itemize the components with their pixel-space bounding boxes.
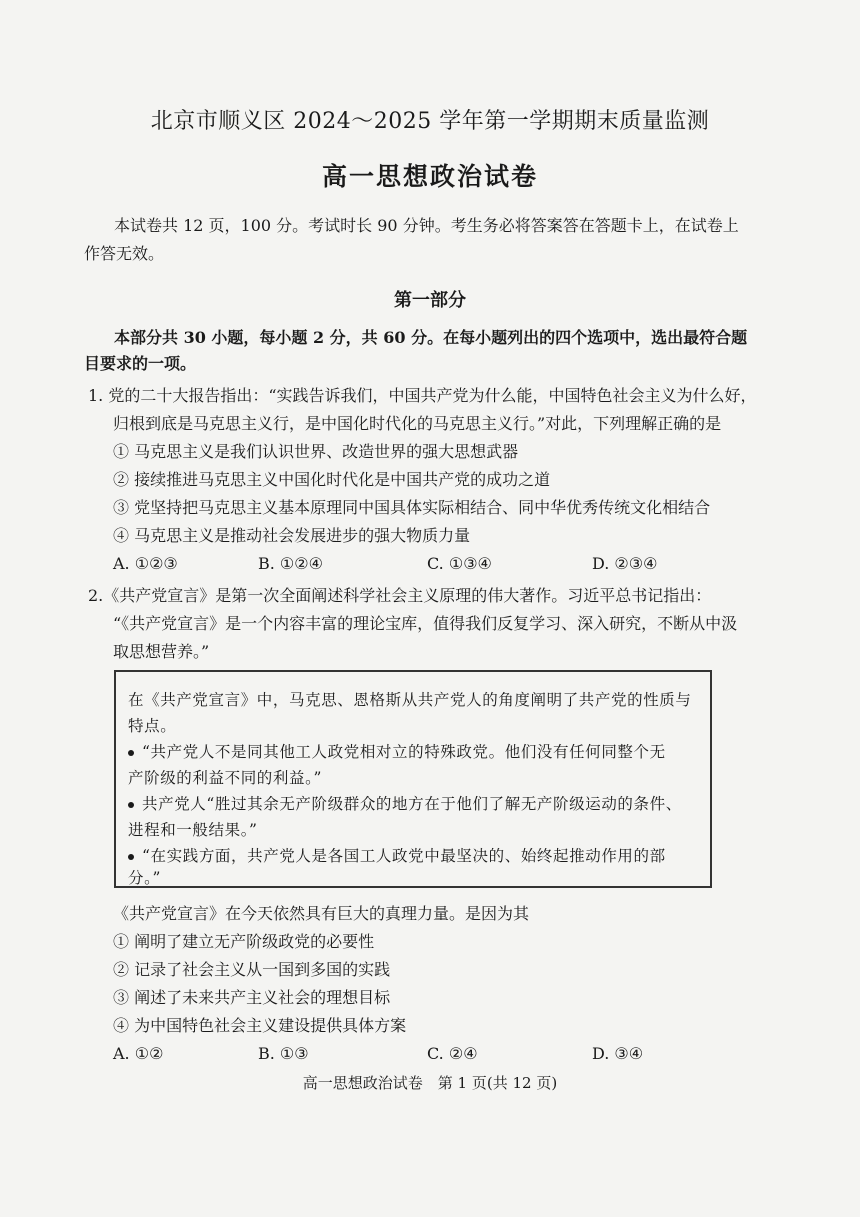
- quote-box-line-6: 进程和一般结果。”: [128, 821, 258, 839]
- q2-stem-line-1: 2.《共产党宣言》是第一次全面阐述科学社会主义原理的伟大著作。习近平总书记指出：: [88, 586, 712, 605]
- quote-box-line-7: “在实践方面，共产党人是各国工人政党中最坚决的、始终起推动作用的部: [142, 847, 666, 865]
- part1-heading: 第一部分: [394, 290, 466, 311]
- q1-option-b: B. ①②④: [258, 554, 323, 573]
- quote-box-line-1: 在《共产党宣言》中，马克思、恩格斯从共产党人的角度阐明了共产党的性质与: [128, 691, 692, 709]
- q2-stem-line-2: “《共产党宣言》是一个内容丰富的理论宝库，值得我们反复学习、深入研究，不断从中汲: [113, 614, 738, 633]
- q2-option-c: C. ②④: [427, 1044, 478, 1063]
- q1-option-d: D. ②③④: [592, 554, 658, 573]
- q2-stem-line-3: 取思想营养。”: [113, 642, 210, 661]
- part1-instruction-line-1: 本部分共 30 小题，每小题 2 分，共 60 分。在每小题列出的四个选项中，选出最符合题: [114, 328, 748, 347]
- quote-box-line-3: “共产党人不是同其他工人政党相对立的特殊政党。他们没有任何同整个无: [142, 743, 666, 761]
- q2-option-a: A. ①②: [113, 1044, 164, 1063]
- bullet-icon: [128, 750, 134, 756]
- q2-question-stem: 《共产党宣言》在今天依然具有巨大的真理力量。是因为其: [113, 904, 530, 923]
- bullet-icon: [128, 802, 134, 808]
- intro-line-1: 本试卷共 12 页，100 分。考试时长 90 分钟。考生务必将答案答在答题卡上，在试卷上: [114, 216, 739, 235]
- q2-item-2: ② 记录了社会主义从一国到多国的实践: [113, 960, 391, 979]
- q1-stem-line-1: 1. 党的二十大报告指出：“实践告诉我们，中国共产党为什么能，中国特色社会主义为什么好，: [88, 386, 757, 405]
- quote-box-line-5: 共产党人“胜过其余无产阶级群众的地方在于他们了解无产阶级运动的条件、: [142, 795, 682, 813]
- q2-item-4: ④ 为中国特色社会主义建设提供具体方案: [113, 1016, 407, 1035]
- q2-option-b: B. ①③: [258, 1044, 309, 1063]
- q1-option-c: C. ①③④: [427, 554, 492, 573]
- part1-instruction-line-2: 目要求的一项。: [84, 354, 197, 373]
- quote-box-line-8: 分。”: [128, 869, 161, 887]
- quote-box-line-4: 产阶级的利益不同的利益。”: [128, 769, 322, 787]
- q2-item-3: ③ 阐述了未来共产主义社会的理想目标: [113, 988, 391, 1007]
- intro-line-2: 作答无效。: [84, 244, 165, 263]
- q1-item-3: ③ 党坚持把马克思主义基本原理同中国具体实际相结合、同中华优秀传统文化相结合: [113, 498, 711, 517]
- quote-box-bullet-1: [128, 740, 666, 762]
- bullet-icon: [128, 854, 134, 860]
- q1-option-a: A. ①②③: [113, 554, 178, 573]
- q2-option-d: D. ③④: [592, 1044, 644, 1063]
- page-footer: 高一思想政治试卷 第 1 页(共 12 页): [302, 1074, 558, 1092]
- q2-item-1: ① 阐明了建立无产阶级政党的必要性: [113, 932, 375, 951]
- q1-item-2: ② 接续推进马克思主义中国化时代化是中国共产党的成功之道: [113, 470, 551, 489]
- exam-subtitle: 高一思想政治试卷: [321, 162, 538, 191]
- q1-item-4: ④ 马克思主义是推动社会发展进步的强大物质力量: [113, 526, 471, 545]
- quote-box-line-2: 特点。: [128, 717, 177, 735]
- q1-item-1: ① 马克思主义是我们认识世界、改造世界的强大思想武器: [113, 442, 519, 461]
- quote-box-bullet-2: [128, 792, 682, 814]
- exam-title: 北京市顺义区 2024～2025 学年第一学期期末质量监测: [150, 109, 710, 134]
- quote-box-bullet-3: [128, 844, 666, 866]
- q1-stem-line-2: 归根到底是马克思主义行，是中国化时代化的马克思主义行。”对此，下列理解正确的是: [113, 414, 722, 433]
